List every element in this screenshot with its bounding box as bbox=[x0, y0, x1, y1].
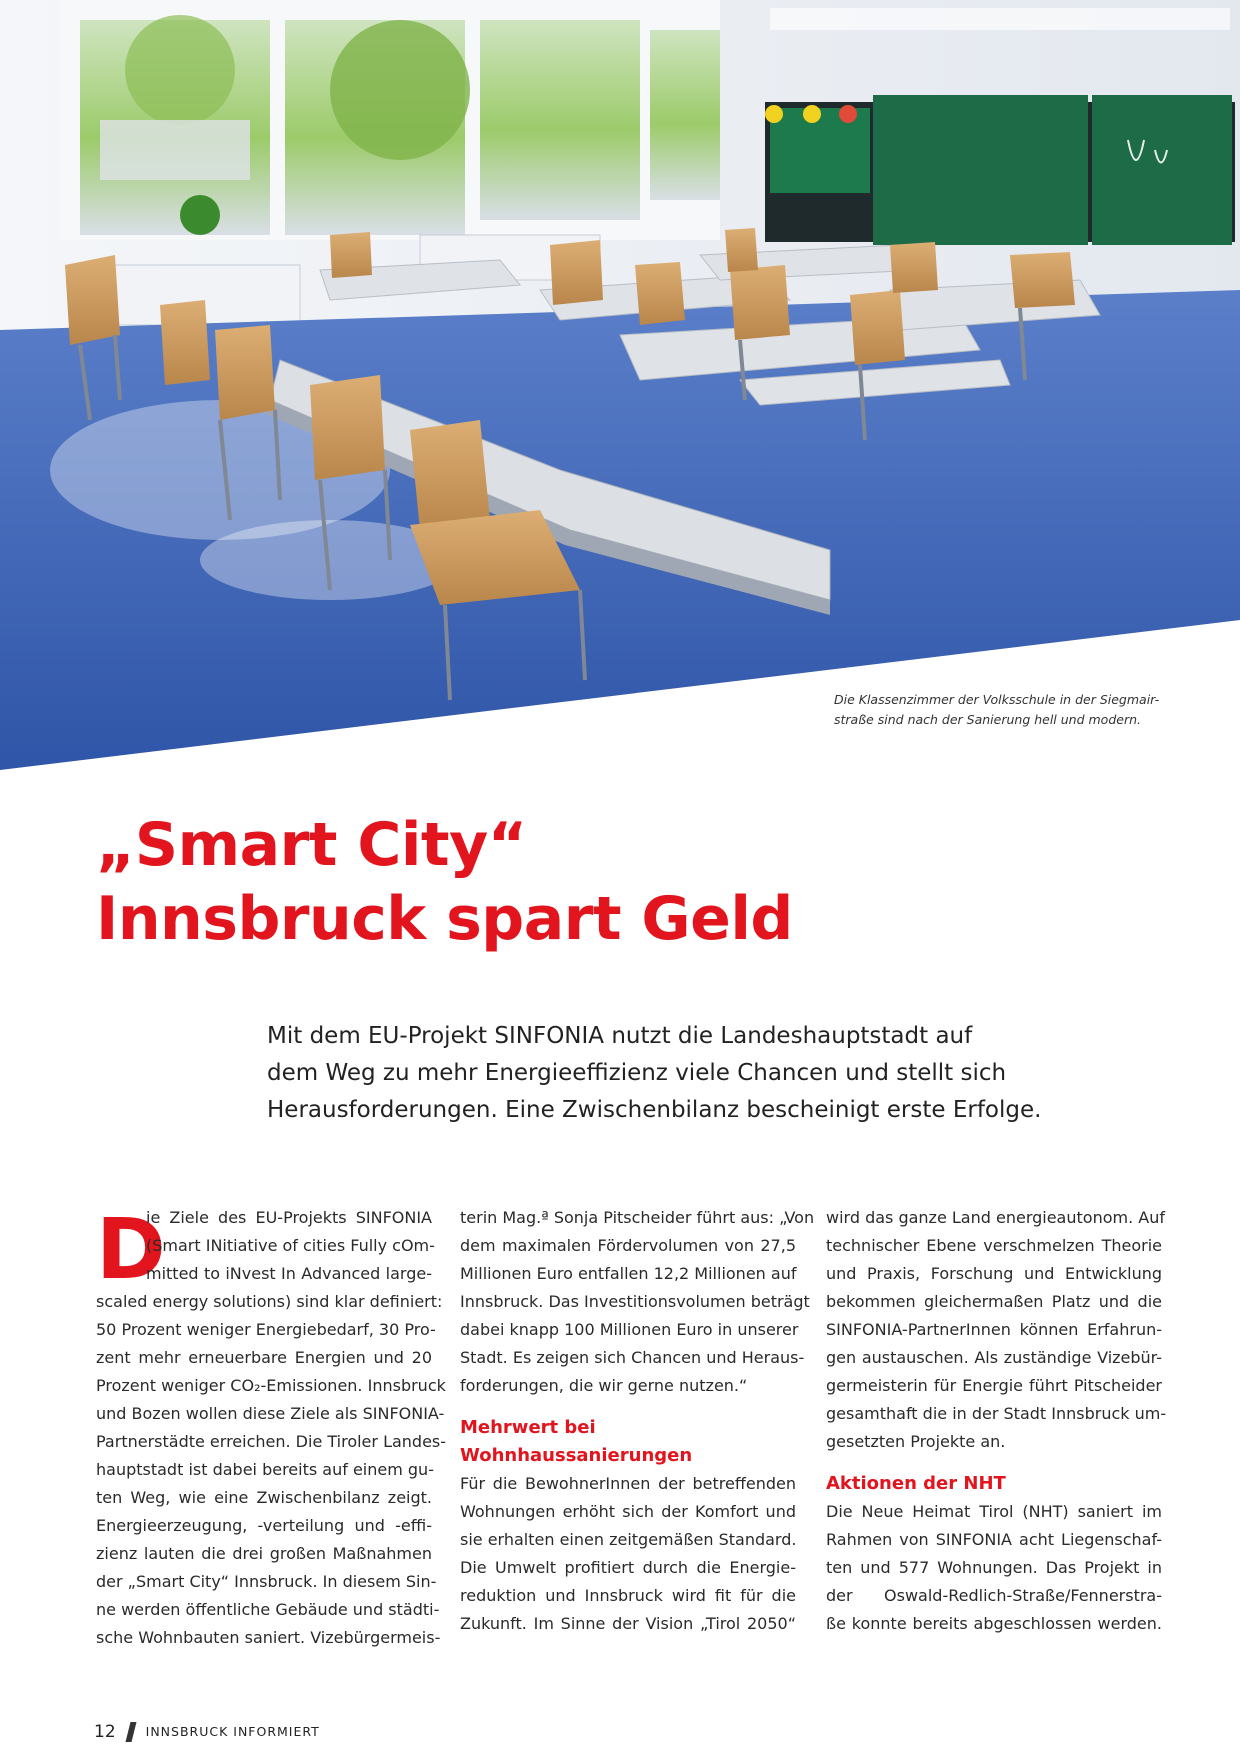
text-line: reduktion und Innsbruck wird fit für die bbox=[460, 1586, 796, 1605]
article-column-2 bbox=[460, 1204, 815, 1638]
text-line: gen austauschen. Als zuständige Vizebür- bbox=[826, 1348, 1162, 1367]
text-line: mitted to iNvest In Advanced large- bbox=[146, 1264, 432, 1283]
text-line: technischer Ebene verschmelzen Theorie bbox=[826, 1236, 1162, 1255]
text-line: terin Mag.ª Sonja Pitscheider führt aus: „Von bbox=[460, 1208, 815, 1227]
text-line: ne werden öffentliche Gebäude und städti- bbox=[96, 1600, 440, 1619]
lead-line: Mit dem EU-Projekt SINFONIA nutzt die Landeshauptstadt auf bbox=[267, 1023, 973, 1049]
subheading: Aktionen der NHT bbox=[826, 1473, 1006, 1494]
text-line: forderungen, die wir gerne nutzen.“ bbox=[460, 1376, 748, 1395]
lead-line: Herausforderungen. Eine Zwischenbilanz bescheinigt erste Erfolge. bbox=[267, 1097, 1042, 1123]
page-number: 12 bbox=[94, 1722, 116, 1742]
drop-cap: D bbox=[96, 1200, 166, 1298]
text-line: scaled energy solutions) sind klar definiert: bbox=[96, 1292, 443, 1311]
text-line: bekommen gleichermaßen Platz und die bbox=[826, 1292, 1162, 1311]
photo-caption bbox=[834, 690, 1164, 730]
text-line: Innsbruck. Das Investitionsvolumen beträgt bbox=[460, 1292, 810, 1311]
caption-line: straße sind nach der Sanierung hell und modern. bbox=[834, 712, 1141, 727]
text-line: dabei knapp 100 Millionen Euro in unserer bbox=[460, 1320, 799, 1339]
text-line: der „Smart City“ Innsbruck. In diesem Sin- bbox=[96, 1572, 437, 1591]
article-column-1 bbox=[96, 1200, 447, 1652]
lead-line: dem Weg zu mehr Energieeffizienz viele Chancen und stellt sich bbox=[267, 1060, 1007, 1086]
publication-name: INNSBRUCK INFORMIERT bbox=[145, 1724, 320, 1739]
text-line: der Oswald-Redlich-Straße/Fennerstra- bbox=[826, 1586, 1162, 1605]
headline bbox=[96, 808, 793, 956]
caption-line: Die Klassenzimmer der Volksschule in der Siegmair- bbox=[834, 692, 1160, 707]
text-line: Wohnungen erhöht sich der Komfort und bbox=[460, 1502, 796, 1521]
text-line: zent mehr erneuerbare Energien und 20 bbox=[96, 1348, 432, 1367]
article-column-3 bbox=[826, 1204, 1167, 1638]
text-line: ten Weg, wie eine Zwischenbilanz zeigt. bbox=[96, 1488, 432, 1507]
text-line: und Bozen wollen diese Ziele als SINFONIA- bbox=[96, 1404, 445, 1423]
headline-line-1: „Smart City“ bbox=[96, 810, 527, 880]
text-line: Rahmen von SINFONIA acht Liegenschaf- bbox=[826, 1530, 1162, 1549]
text-line: ie Ziele des EU-Projekts SINFONIA bbox=[146, 1208, 432, 1227]
text-line: 50 Prozent weniger Energiebedarf, 30 Pro- bbox=[96, 1320, 436, 1339]
text-line: Millionen Euro entfallen 12,2 Millionen auf bbox=[460, 1264, 797, 1283]
text-line: Die Neue Heimat Tirol (NHT) saniert im bbox=[826, 1502, 1162, 1521]
headline-line-2: Innsbruck spart Geld bbox=[96, 884, 793, 954]
text-line: dem maximalen Fördervolumen von 27,5 bbox=[460, 1236, 796, 1255]
text-line: Für die BewohnerInnen der betreffenden bbox=[460, 1474, 796, 1493]
text-line: ten und 577 Wohnungen. Das Projekt in bbox=[826, 1558, 1162, 1577]
text-line: Die Umwelt profitiert durch die Energie- bbox=[460, 1558, 796, 1577]
subheading: Mehrwert bei bbox=[460, 1417, 596, 1438]
classroom-photo bbox=[0, 0, 1240, 770]
text-line: Zukunft. Im Sinne der Vision „Tirol 2050“ bbox=[460, 1614, 796, 1633]
text-line: und Praxis, Forschung und Entwicklung bbox=[826, 1264, 1162, 1283]
subheading: Wohnhaussanierungen bbox=[460, 1445, 693, 1466]
lead-paragraph bbox=[267, 1018, 1167, 1129]
text-line: Energieerzeugung, -verteilung und -effi- bbox=[96, 1516, 432, 1535]
text-line: SINFONIA-PartnerInnen können Erfahrun- bbox=[826, 1320, 1162, 1339]
text-line: gesetzten Projekte an. bbox=[826, 1432, 1006, 1451]
footer-divider bbox=[125, 1722, 136, 1742]
text-line: sie erhalten einen zeitgemäßen Standard. bbox=[460, 1530, 797, 1549]
text-line: Stadt. Es zeigen sich Chancen und Heraus- bbox=[460, 1348, 805, 1367]
text-line: Partnerstädte erreichen. Die Tiroler Landes- bbox=[96, 1432, 447, 1451]
text-line: zienz lauten die drei großen Maßnahmen bbox=[96, 1544, 432, 1563]
text-line: Prozent weniger CO₂-Emissionen. Innsbruck bbox=[96, 1376, 446, 1395]
hero-photo bbox=[0, 0, 1240, 770]
text-line: ße konnte bereits abgeschlossen werden. bbox=[826, 1614, 1162, 1633]
text-line: sche Wohnbauten saniert. Vizebürgermeis- bbox=[96, 1628, 441, 1647]
text-line: germeisterin für Energie führt Pitscheider bbox=[826, 1376, 1162, 1395]
text-line: wird das ganze Land energieautonom. Auf bbox=[826, 1208, 1165, 1227]
text-line: hauptstadt ist dabei bereits auf einem gu- bbox=[96, 1460, 434, 1479]
page-footer bbox=[94, 1720, 320, 1744]
text-line: (Smart INitiative of cities Fully cOm- bbox=[146, 1236, 435, 1255]
text-line: gesamthaft die in der Stadt Innsbruck um- bbox=[826, 1404, 1167, 1423]
